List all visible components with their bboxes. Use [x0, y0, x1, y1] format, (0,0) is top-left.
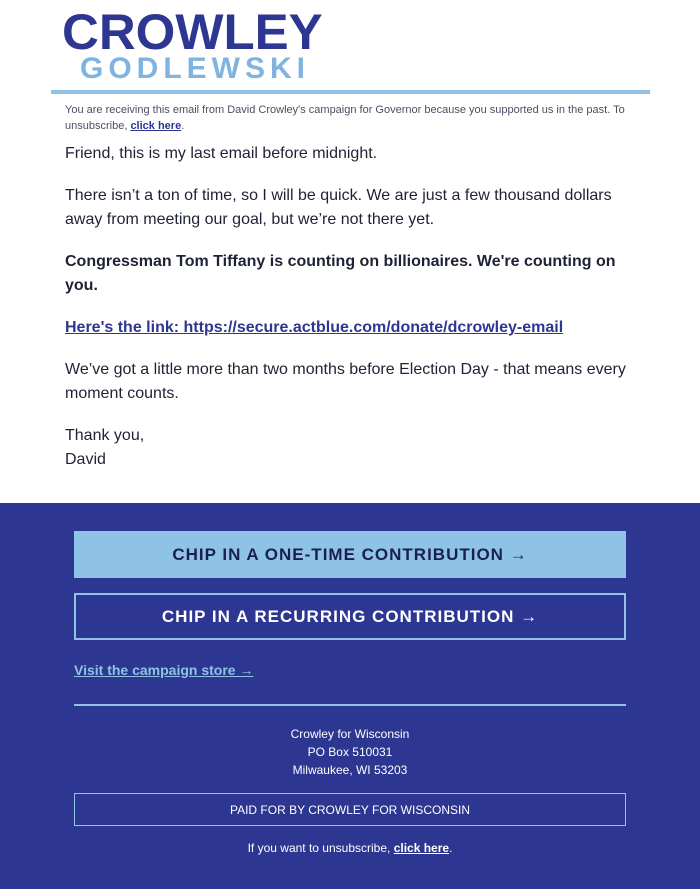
email-body	[0, 102, 700, 472]
logo-godlewski-text: GODLEWSKI	[80, 52, 310, 85]
recurring-contribution-button[interactable]: CHIP IN A RECURRING CONTRIBUTION →	[74, 593, 626, 640]
email-footer	[0, 503, 700, 889]
campaign-logo	[62, 4, 324, 85]
signature: Thank you, David	[65, 427, 145, 468]
unsubscribe-link-top[interactable]: click here	[130, 120, 182, 132]
footer-divider	[74, 704, 626, 706]
mailing-address: Crowley for Wisconsin PO Box 510031 Milwaukee, WI 53203	[290, 727, 410, 777]
unsubscribe-link-bottom[interactable]: click here	[393, 841, 450, 855]
paid-for-notice: PAID FOR BY CROWLEY FOR WISCONSIN	[74, 793, 626, 826]
unsubscribe-line: If you want to unsubscribe, click here.	[247, 841, 453, 855]
header-divider	[51, 90, 650, 94]
paragraph-quick: There isn’t a ton of time, so I will be quick. We are just a few thousand dollars away from meeting our goal, but we’re not there yet.	[65, 187, 612, 228]
paragraph-billionaires: Congressman Tom Tiffany is counting on billionaires. We're counting on you.	[65, 253, 616, 294]
paragraph-intro: Friend, this is my last email before midnight.	[65, 145, 378, 162]
logo-crowley-text: CROWLEY	[62, 4, 323, 60]
paragraph-election-day: We’ve got a little more than two months before Election Day - that means every moment counts.	[65, 361, 626, 402]
campaign-store-link[interactable]: Visit the campaign store →	[74, 662, 254, 678]
email-header	[0, 0, 700, 92]
disclaimer-text: You are receiving this email from David Crowley's campaign for Governor because you supported us in the past. To unsubscribe, click here.	[65, 104, 625, 132]
donate-link[interactable]: Here's the link: https://secure.actblue.com/donate/dcrowley-email	[65, 319, 564, 336]
one-time-contribution-button[interactable]: CHIP IN A ONE-TIME CONTRIBUTION →	[74, 531, 626, 578]
